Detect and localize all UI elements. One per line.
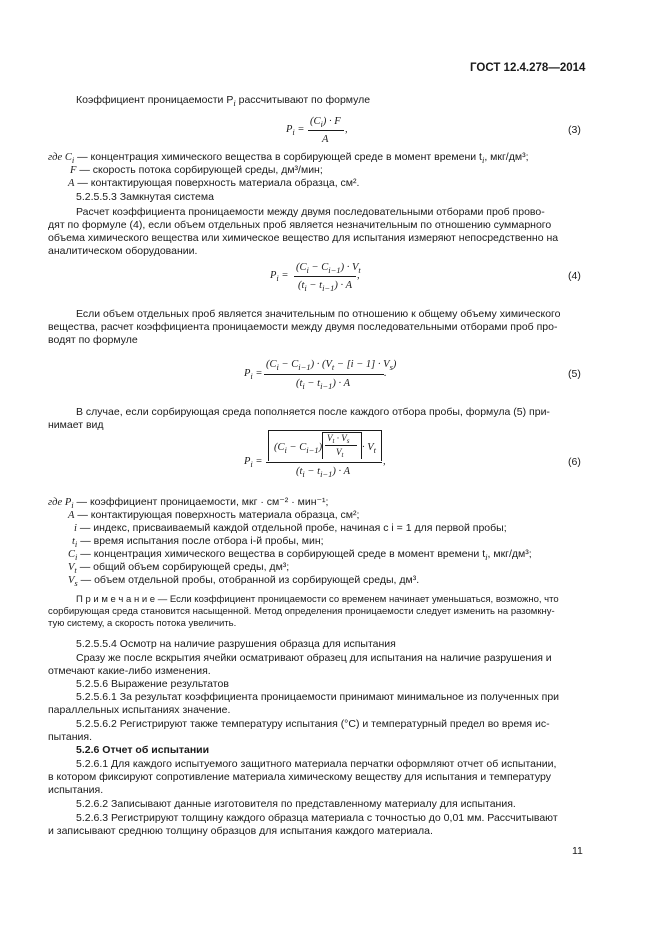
eq4-number: (4)	[568, 270, 581, 282]
eq3-number: (3)	[568, 124, 581, 136]
para3-line3: водят по формуле	[48, 334, 138, 346]
eq6-fraction-bar	[266, 462, 382, 463]
eq6-inner-bar	[325, 445, 357, 446]
para2-line1: Расчет коэффициента проницаемости между двумя последовательными отборами проб прово-	[76, 206, 545, 218]
eq3-fraction-bar	[308, 130, 344, 131]
eq6-number: (6)	[568, 456, 581, 468]
section-5-2-5-5-3: 5.2.5.5.3 Замкнутая система	[76, 191, 214, 203]
eq4-fraction-bar	[294, 276, 356, 277]
body2-line: испытания.	[48, 784, 104, 796]
eq4-denominator: $(t_i - t_{i-1}) \cdot A$	[298, 280, 353, 293]
def2-vs: $V_s$ — объем отдельной пробы, отобранной из сорбирующей среды, дм³.	[68, 574, 420, 588]
def2-a: A — контактирующая поверхность материала образца, см²;	[68, 509, 360, 521]
eq6-inner-denominator: $V_t$	[336, 447, 344, 459]
eq5-number: (5)	[568, 368, 581, 380]
def2-vt: $V_t$ — общий объем сорбирующей среды, дм³;	[68, 561, 290, 575]
body2-line: и записывают среднюю толщину образцов для испытания каждого материала.	[48, 825, 433, 837]
body2-line: 5.2.6.3 Регистрируют толщину каждого образца материала с точностью до 0,01 мм. Рассчитывают	[76, 812, 558, 824]
body2-line: 5.2.6.2 Записывают данные изготовителя по представленному материалу для испытания.	[76, 798, 516, 810]
eq6-tail: ,	[383, 456, 386, 467]
eq6-lhs: $P_i$ =	[244, 456, 263, 469]
eq5-lhs: $P_i$ =	[244, 368, 263, 381]
intro-text: Коэффициент проницаемости P	[76, 94, 234, 106]
body2-line: 5.2.5.5.4 Осмотр на наличие разрушения образца для испытания	[76, 638, 396, 650]
para2-line4: аналитическом оборудовании.	[48, 245, 198, 257]
intro-text-tail: рассчитывают по формуле	[235, 94, 371, 106]
body2-line: отмечают какие-либо изменения.	[48, 665, 211, 677]
eq4-lhs: $P_i$ =	[270, 270, 289, 283]
para2-line3: объема химического вещества или химическое вещество для испытания измеряют непосредственно на	[48, 232, 559, 244]
body2-line: пытания.	[48, 731, 93, 743]
eq5-numerator: $(C_i - C_{i-1}) \cdot (V_t - [i - 1] \cdot V_s)$	[266, 359, 397, 372]
def-f: F — скорость потока сорбирующей среды, дм³/мин;	[70, 164, 323, 176]
body2-line: Сразу же после вскрытия ячейки осматривают образец для испытания на наличие разрушения и	[76, 652, 552, 664]
body2-line: 5.2.6.1 Для каждого испытуемого защитного материала перчатки оформляют отчет об испытании,	[76, 758, 557, 770]
body2-line: 5.2.5.6 Выражение результатов	[76, 678, 229, 690]
eq5-denominator: $(t_i - t_{i-1}) \cdot A$	[296, 378, 351, 391]
eq5-tail: .	[384, 368, 387, 379]
body2-line: в котором фиксируют сопротивление материала химическому веществу для испытания и температуру	[48, 771, 551, 783]
body2-line: параллельных испытаниях значение.	[48, 704, 231, 716]
para4-line2: нимает вид	[48, 419, 104, 431]
def2-i: i — индекс, присваиваемый каждой отдельной пробе, начиная с i = 1 для первой пробы;	[74, 522, 507, 534]
body2-line: 5.2.5.6.1 За результат коэффициента проницаемости принимают минимальное из полученных при	[76, 691, 560, 703]
eq5-fraction-bar	[264, 374, 384, 375]
def2-c: $C_i$ — концентрация химического вещества в сорбирующей среде в момент времени $t_i$, мкг/дм³;	[68, 548, 532, 562]
intro-subscript: i	[233, 98, 236, 108]
def2-p: где $P_i$ — коэффициент проницаемости, мкг · см⁻² · мин⁻¹;	[48, 496, 329, 510]
eq6-denominator: $(t_i - t_{i-1}) \cdot A$	[296, 466, 351, 479]
section-5-2-6-heading: 5.2.6 Отчет об испытании	[76, 744, 210, 756]
def2-t: $t_i$ — время испытания после отбора i-й пробы, мин;	[72, 535, 324, 549]
eq4-tail: ,	[357, 270, 360, 281]
eq3-denominator: A	[322, 134, 329, 145]
body2-line: 5.2.5.6.2 Регистрируют также температуру испытания (°С) и температурный предел во время ис-	[76, 718, 550, 730]
para2-line2: дят по формуле (4), если объем отдельных проб является незначительным по отношению суммарного	[48, 219, 552, 231]
eq6-vt: · $V_t$	[362, 442, 377, 455]
intro-line	[76, 94, 370, 107]
eq4-numerator: $(C_i - C_{i-1}) \cdot V_t$	[296, 262, 361, 275]
def-a: A — контактирующая поверхность материала образца, см².	[68, 177, 360, 189]
eq3-tail: ,	[345, 124, 348, 135]
def-c: где $C_i$ — концентрация химического вещества в сорбирующей среде в момент времени $t_i$, мкг/дм³;	[48, 151, 529, 165]
note-line3: тую систему, а скорость потока увеличить.	[48, 618, 237, 629]
eq6-conc-diff: $(C_i - C_{i-1})$	[274, 442, 323, 455]
para3-line2: вещества, расчет коэффициента проницаемости между двумя последовательными отборами проб про-	[48, 321, 558, 333]
page-number: 11	[572, 845, 583, 857]
eq3-numerator: $(C_i) \cdot F$	[310, 116, 341, 129]
eq3-lhs: $P_i$ =	[286, 124, 305, 137]
eq6-inner-numerator: $V_t \cdot V_s$	[327, 433, 350, 445]
para3-line1: Если объем отдельных проб является значительным по отношению к общему объему химического	[76, 308, 561, 320]
para4-line1: В случае, если сорбирующая среда пополняется после каждого отбора пробы, формула (5) при-	[76, 406, 550, 418]
standard-header: ГОСТ 12.4.278—2014	[470, 62, 586, 74]
note-line2: сорбирующая среда становится насыщенной. Метод определения проницаемости следует изменить на разомкну-	[48, 606, 555, 617]
note-line1: П р и м е ч а н и е — Если коэффициент проницаемости со временем начинает уменьшаться, возможно, что	[76, 594, 559, 605]
